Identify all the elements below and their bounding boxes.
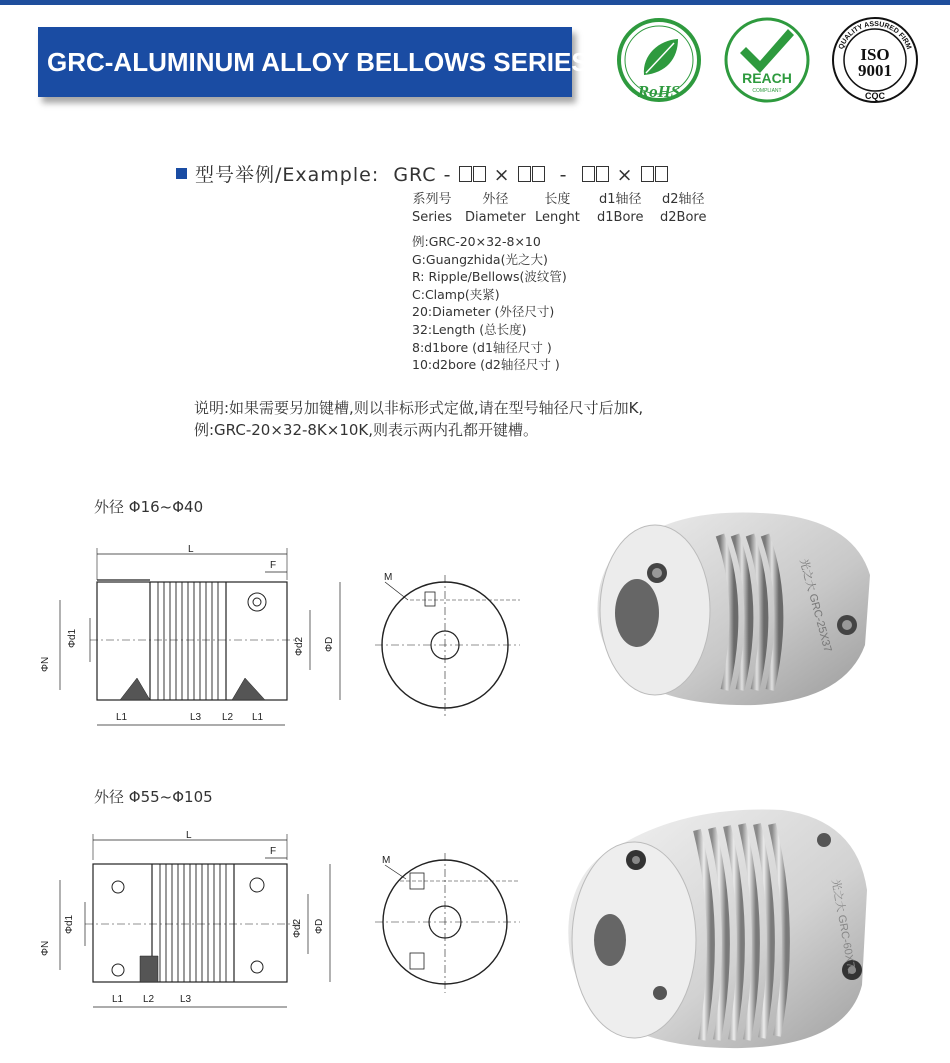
example-prefix: GRC - (393, 164, 452, 186)
column-d2bore: d2轴径 d2Bore (660, 192, 707, 225)
placeholder-box-icon (641, 166, 654, 182)
placeholder-box-icon (596, 166, 609, 182)
svg-text:QUALITY ASSURED FIRM: QUALITY ASSURED FIRM (837, 20, 913, 51)
end-view-drawing-small (370, 560, 530, 730)
svg-text:ΦD: ΦD (314, 918, 325, 934)
note-line: G:Guangzhida(光之大) (412, 251, 548, 267)
column-series: 系列号 Series (412, 192, 452, 225)
note-line: 20:Diameter (外径尺寸) (412, 304, 555, 320)
svg-text:ISO: ISO (860, 45, 890, 64)
svg-text:ΦD: ΦD (324, 636, 335, 652)
svg-text:L1: L1 (116, 712, 128, 723)
note-line: 8:d1bore (d1轴径尺寸 ) (412, 339, 552, 355)
photo-engraving: 光之大 GRC-60X72 (829, 878, 858, 976)
note-line: C:Clamp(夹紧) (412, 286, 500, 302)
svg-text:Φd1: Φd1 (64, 914, 75, 934)
placeholder-box-icon (473, 166, 486, 182)
top-rule (0, 0, 950, 5)
side-view-drawing-large (40, 830, 370, 1015)
example-label: 型号举例/Example: (195, 164, 380, 186)
end-view-drawing-large (370, 845, 530, 995)
placeholder-box-icon (459, 166, 472, 182)
column-length: 长度 Lenght (535, 192, 580, 225)
column-d1bore: d1轴径 d1Bore (597, 192, 644, 225)
banner-title: GRC-ALUMINUM ALLOY BELLOWS SERIES (47, 46, 589, 77)
placeholder-box-icon (582, 166, 595, 182)
keyway-description (194, 397, 643, 441)
reach-badge (722, 15, 812, 105)
svg-text:L2: L2 (222, 712, 234, 723)
range-label-large: 外径 Φ55~Φ105 (94, 788, 213, 806)
iso-9001-badge (830, 15, 920, 105)
note-line: 10:d2bore (d2轴径尺寸 ) (412, 357, 560, 373)
svg-text:L1: L1 (252, 712, 264, 723)
column-diameter: 外径 Diameter (465, 192, 526, 225)
svg-text:REACH: REACH (742, 70, 792, 86)
placeholder-box-icon (532, 166, 545, 182)
example-code (176, 160, 669, 187)
placeholder-box-icon (518, 166, 531, 182)
note-line: R: Ripple/Bellows(波纹管) (412, 269, 567, 285)
svg-text:9001: 9001 (858, 61, 892, 80)
svg-text:L3: L3 (180, 994, 192, 1005)
svg-text:Φd1: Φd1 (67, 628, 78, 648)
description-line: 说明:如果需要另加键槽,则以非标形式定做,请在型号轴径尺寸后加K, (194, 399, 644, 417)
svg-text:F: F (270, 560, 277, 571)
svg-text:RoHS: RoHS (637, 82, 681, 101)
svg-text:L2: L2 (143, 994, 155, 1005)
coupling-photo-large (562, 800, 882, 1050)
times-sign: × (616, 164, 634, 186)
svg-text:F: F (270, 846, 277, 857)
svg-text:CQC: CQC (865, 91, 885, 101)
range-label-small: 外径 Φ16~Φ40 (94, 498, 204, 516)
svg-text:ΦN: ΦN (40, 656, 51, 672)
svg-text:L: L (186, 830, 192, 841)
svg-text:M: M (384, 572, 393, 583)
side-view-drawing-small (40, 540, 370, 740)
times-sign: × (493, 164, 511, 186)
svg-text:M: M (382, 855, 391, 866)
svg-text:COMPLIANT: COMPLIANT (752, 88, 782, 94)
svg-text:L: L (188, 544, 194, 555)
description-line: 例:GRC-20×32-8K×10K,则表示两内孔都开键槽。 (194, 421, 539, 439)
bullet-icon (176, 168, 187, 179)
svg-text:ΦN: ΦN (40, 940, 51, 956)
svg-text:L3: L3 (190, 712, 202, 723)
note-line: 例:GRC-20×32-8×10 (412, 234, 541, 249)
svg-text:Φd2: Φd2 (294, 636, 305, 656)
rohs-badge (614, 15, 704, 105)
example-notes (412, 233, 567, 374)
placeholder-box-icon (655, 166, 668, 182)
series-banner (38, 27, 589, 97)
photo-engraving: 光之大 GRC-25X37 (797, 557, 834, 654)
svg-text:L1: L1 (112, 994, 124, 1005)
coupling-photo-small (585, 495, 885, 710)
dash-sign: - (559, 164, 568, 186)
note-line: 32:Length (总长度) (412, 321, 527, 337)
svg-text:Φd2: Φd2 (292, 918, 303, 938)
